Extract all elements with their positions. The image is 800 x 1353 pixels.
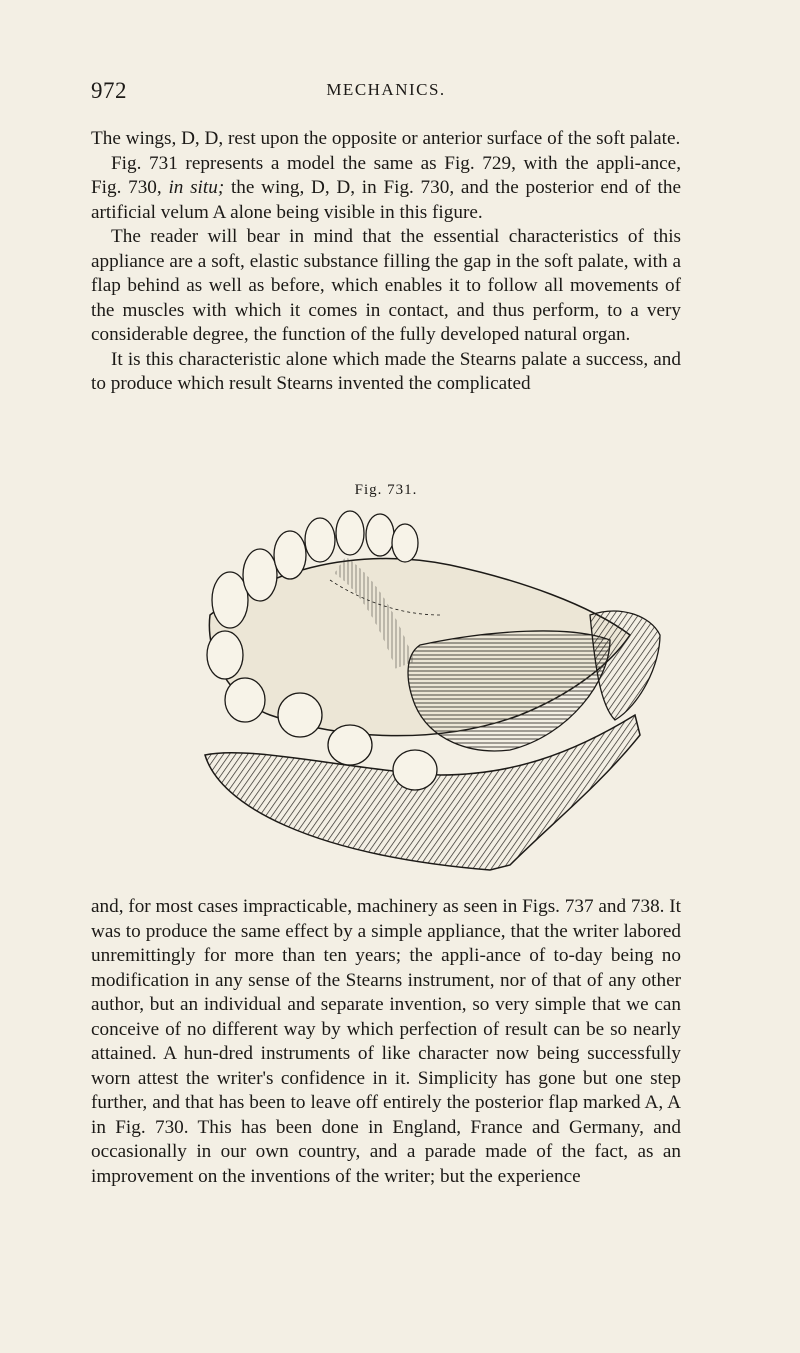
- text-run: the wing, D, D, in Fig. 730, and the posterior end of the artificial velum A alone being visible in this figure.: [91, 177, 681, 223]
- text-run: Fig. 731 represents a model the same as Fig. 729, with the appli-ance, Fig. 730,: [91, 152, 681, 198]
- cast-base: [205, 715, 640, 870]
- paragraph: The reader will bear in mind that the essential characteristics of this appliance are a soft, elastic substance filling the gap in the soft palate, with a flap behind as well as before, which enables it to follow all movements of the muscles with which it comes in contact, and thus perform, to a very considerable degree, the function of the fully developed natural organ.: [91, 226, 681, 345]
- page-header: [91, 78, 681, 108]
- figure-caption: Fig. 731.: [354, 482, 418, 498]
- figure-731: [190, 505, 670, 875]
- page-number: 972: [91, 78, 127, 103]
- dental-model-illustration-icon: [190, 505, 670, 875]
- body-text-bottom: [91, 895, 681, 1189]
- paragraph: [91, 152, 681, 226]
- paragraph: The wings, D, D, rest upon the opposite or anterior surface of the soft palate.: [91, 128, 681, 149]
- running-head: MECHANICS.: [326, 80, 446, 99]
- paragraph: It is this characteristic alone which made the Stearns palate a success, and to produce which result Stearns invented the complicated: [91, 348, 681, 394]
- body-text-top: [91, 127, 681, 397]
- paragraph: and, for most cases impracticable, machinery as seen in Figs. 737 and 738. It was to produce the same effect by a simple appliance, that the writer labored unremittingly for more than ten years; the appli-ance of to-day being no modification in any sense of the Stearns instrument, nor of that of any other author, but an individual and separate invention, so very simple that we can conceive of no different way by which perfection of result can be so nearly attained. A hun-dred instruments of like character now being successfully worn attest the writer's confidence in it. Simplicity has gone but one step further, and that has been to leave off entirely the posterior flap marked A, A in Fig. 730. This has been done in England, France and Germany, and occasionally in our own country, and a parade made of the fact, as an improvement on the inventions of the writer; but the experience: [91, 896, 681, 1187]
- artificial-velum: [408, 631, 610, 751]
- italic-text: in situ;: [168, 177, 225, 198]
- appliance-wing: [590, 611, 660, 720]
